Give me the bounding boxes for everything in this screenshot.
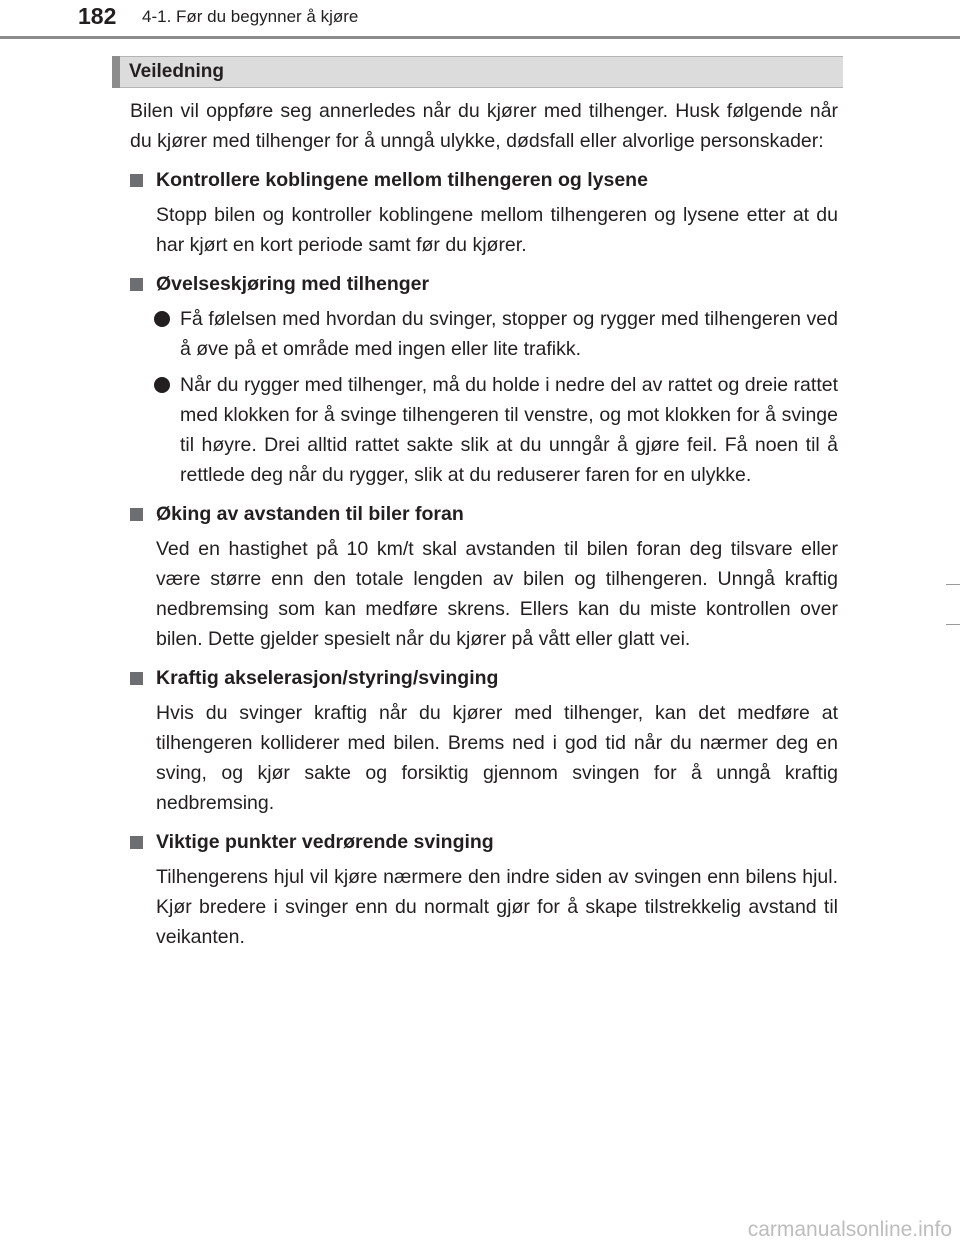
- square-bullet-icon: [130, 174, 143, 187]
- section-banner: [112, 56, 843, 88]
- subsection-practice-driving: [130, 269, 838, 490]
- subsection-turning-points: [130, 827, 838, 952]
- watermark: carmanualsonline.info: [747, 1218, 952, 1241]
- subsection-heading: [130, 827, 838, 857]
- square-bullet-icon: [130, 672, 143, 685]
- subsection-heading: [130, 165, 838, 195]
- section-banner-bar: [112, 56, 120, 88]
- list-item-text: Få følelsen med hvordan du svinger, stopper og rygger med tilhengeren ved å øve på et område med ingen eller lite trafikk.: [180, 308, 838, 360]
- square-bullet-icon: [130, 508, 143, 521]
- subsection-body: Stopp bilen og kontroller koblingene mellom tilhengeren og lysene etter at du har kjørt en kort periode samt før du kjører.: [156, 204, 838, 256]
- subsection-body: Ved en hastighet på 10 km/t skal avstanden til bilen foran deg tilsvare eller være større enn den totale lengden av bilen og tilhengeren. Unngå kraftig nedbremsing som kan medføre skrens. Ellers kan du miste kontrollen over bilen. Dette gjelder spesielt når du kjører på vått eller glatt vei.: [156, 538, 838, 650]
- square-bullet-icon: [130, 278, 143, 291]
- header-rule: [0, 36, 960, 39]
- subsection-body: Hvis du svinger kraftig når du kjører med tilhenger, kan det medføre at tilhengeren kolliderer med bilen. Brems ned i god tid når du nærmer deg en sving, og kjør sakte og forsiktig gjennom svingen for å unngå kraftig nedbremsing.: [156, 702, 838, 814]
- subsection-heading-text: Øvelseskjøring med tilhenger: [156, 273, 430, 295]
- subsection-body: Tilhengerens hjul vil kjøre nærmere den indre siden av svingen enn bilens hjul. Kjør bredere i svinger enn du normalt gjør for å skape tilstrekkelig avstand til veikanten.: [156, 866, 838, 948]
- subsection-heading-text: Kraftig akselerasjon/styring/svinging: [156, 667, 499, 689]
- content-body: [130, 96, 838, 961]
- square-bullet-icon: [130, 836, 143, 849]
- subsection-hard-acceleration: [130, 663, 838, 818]
- round-bullet-icon: [154, 311, 170, 327]
- list-item: [130, 304, 838, 364]
- edge-tick: [946, 624, 960, 625]
- running-head: 4-1. Før du begynner å kjøre: [142, 7, 359, 26]
- subsection-heading: [130, 663, 838, 693]
- subsection-heading: [130, 269, 838, 299]
- subsection-heading-text: Øking av avstanden til biler foran: [156, 503, 464, 525]
- intro-paragraph: Bilen vil oppføre seg annerledes når du kjører med tilhenger. Husk følgende når du kjører med tilhenger for å unngå ulykke, dødsfall eller alvorlige personskader:: [130, 100, 838, 152]
- page-number: 182: [78, 3, 117, 29]
- subsection-heading-text: Kontrollere koblingene mellom tilhengeren og lysene: [156, 169, 648, 191]
- list-item-text: Når du rygger med tilhenger, må du holde i nedre del av rattet og dreie rattet med klokken for å svinge tilhengeren til venstre, og mot klokken for å svinge til høyre. Drei alltid rattet sakte slik at du unngår å gjøre feil. Få noen til å rettlede deg når du rygger, slik at du reduserer faren for en ulykke.: [180, 374, 838, 486]
- subsection-heading-text: Viktige punkter vedrørende svinging: [156, 831, 494, 853]
- edge-tick: [946, 584, 960, 585]
- subsection-following-distance: [130, 499, 838, 654]
- subsection-coupling-check: [130, 165, 838, 260]
- section-title: Veiledning: [129, 61, 225, 82]
- round-bullet-icon: [154, 377, 170, 393]
- subsection-heading: [130, 499, 838, 529]
- list-item: [130, 370, 838, 490]
